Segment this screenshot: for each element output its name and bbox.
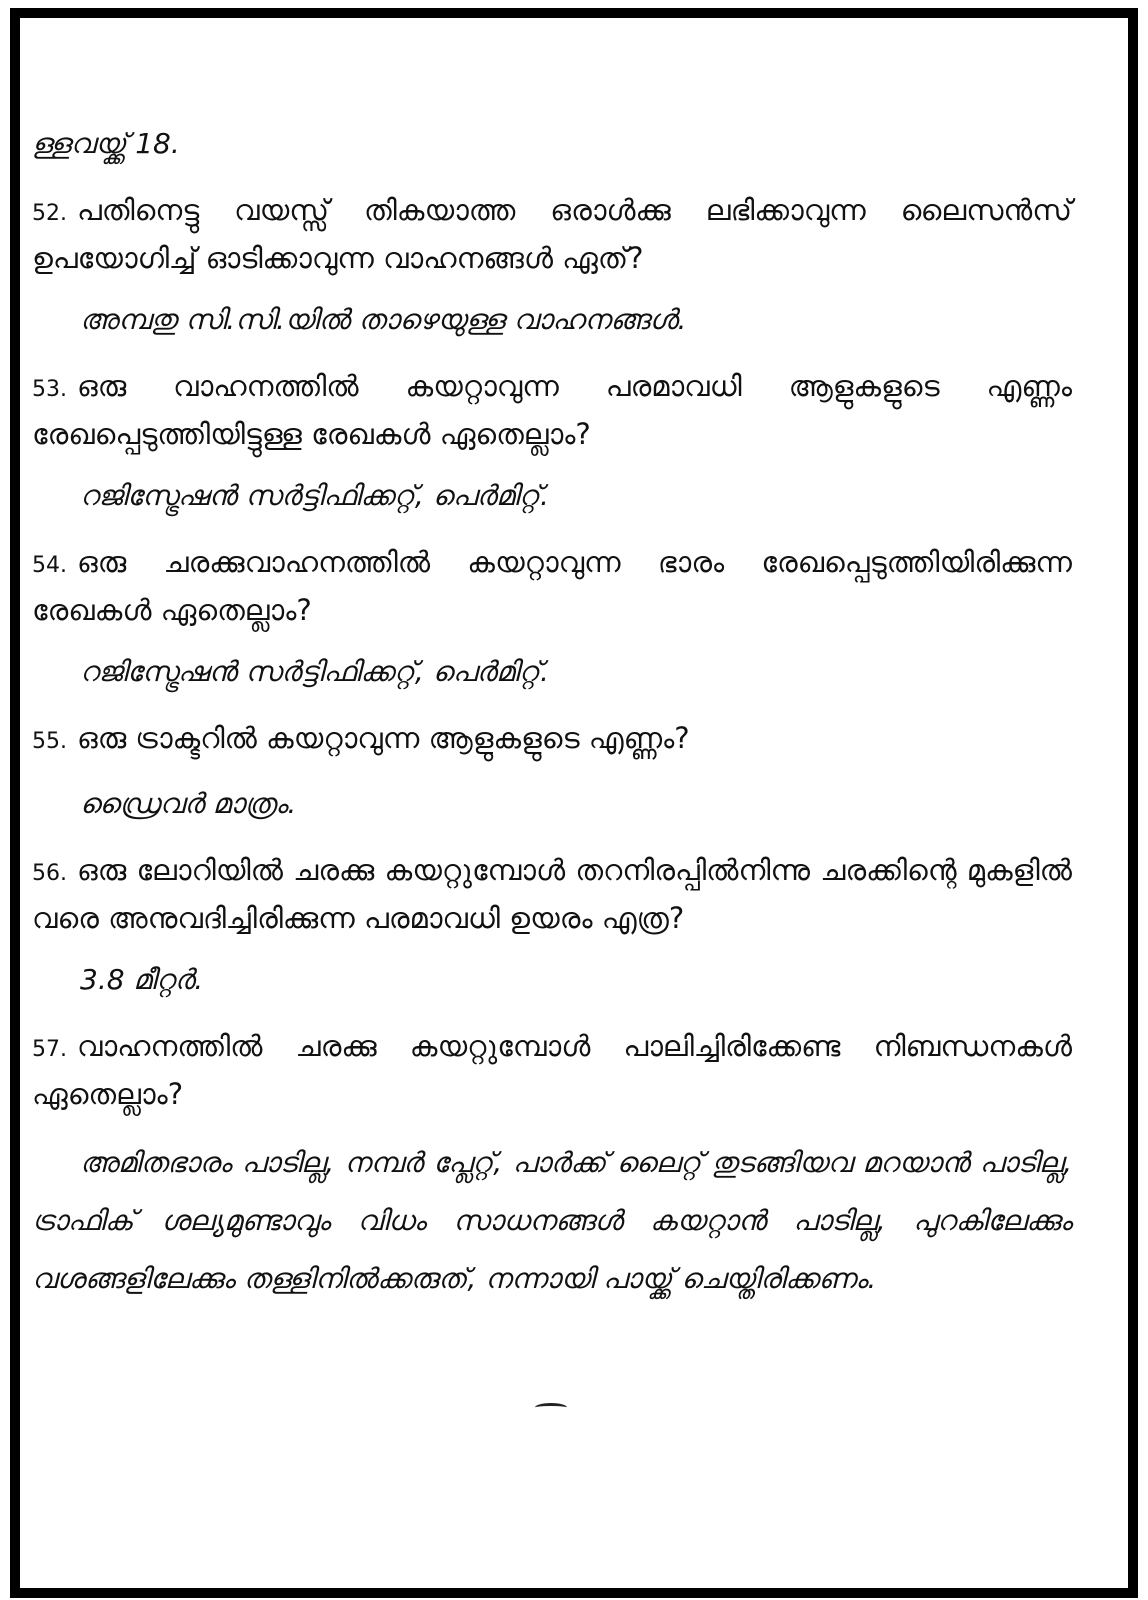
question-number: 57. (32, 1037, 67, 1062)
qa-item-55 (32, 716, 1072, 764)
answer-52: അമ്പതു സി.സി.യിൽ താഴെയുള്ള വാഹനങ്ങൾ. (80, 303, 687, 336)
page-mark (535, 1403, 567, 1412)
question-number: 55. (32, 729, 67, 754)
answer-54: റജിസ്ട്രേഷൻ സർട്ടിഫിക്കറ്റ്, പെർമിറ്റ്. (80, 655, 549, 688)
question-text: പതിനെട്ടു വയസ്സ് തികയാത്ത ഒരാൾക്കു ലഭിക്കാവുന്ന ലൈസൻസ് ഉപയോഗിച്ച് ഓടിക്കാവുന്ന വാഹനങ്ങൾ ഏത്? (32, 193, 1072, 275)
document-page (32, 122, 1072, 1308)
qa-item-53 (32, 364, 1072, 456)
question-53 (32, 364, 1072, 456)
question-text: വാഹനത്തിൽ ചരക്കു കയറ്റുമ്പോൾ പാലിച്ചിരിക്കേണ്ട നിബന്ധനകൾ ഏതെല്ലാം? (32, 1029, 1072, 1111)
answer-56: 3.8 മീറ്റർ. (80, 963, 204, 996)
answer-55: ഡ്രൈവർ മാത്രം. (80, 787, 297, 820)
question-number: 56. (32, 861, 67, 886)
qa-item-52 (32, 188, 1072, 280)
answer-53: റജിസ്ട്രേഷൻ സർട്ടിഫിക്കറ്റ്, പെർമിറ്റ്. (80, 479, 549, 512)
previous-answer-fragment: ള്ളവയ്ക്ക് 18. (32, 127, 180, 160)
question-number: 53. (32, 377, 67, 402)
question-text: ഒരു ചരക്കുവാഹനത്തിൽ കയറ്റാവുന്ന ഭാരം രേഖപ്പെടുത്തിയിരിക്കുന്ന രേഖകൾ ഏതെല്ലാം? (32, 545, 1072, 627)
qa-item-54 (32, 540, 1072, 632)
answer-57: അമിതഭാരം പാടില്ല, നമ്പർ പ്ലേറ്റ്, പാർക്ക് ലൈറ്റ് തുടങ്ങിയവ മറയാൻ പാടില്ല, ട്രാഫിക് ശല്യമുണ്ടാവും വിധം സാധനങ്ങൾ കയറ്റാൻ പാടില്ല, പുറകിലേക്കും വശങ്ങളിലേക്കും തള്ളിനിൽക്കരുത്, നന്നായി പായ്ക്ക് ചെയ്തിരിക്കണം. (32, 1146, 1072, 1295)
question-text: ഒരു ലോറിയിൽ ചരക്കു കയറ്റുമ്പോൾ തറനിരപ്പിൽനിന്നു ചരക്കിന്റെ മുകളിൽ വരെ അനുവദിച്ചിരിക്കുന്ന പരമാവധി ഉയരം എത്ര? (32, 853, 1072, 935)
question-number: 52. (32, 201, 67, 226)
question-52 (32, 188, 1072, 280)
question-56 (32, 848, 1072, 940)
qa-item-56 (32, 848, 1072, 940)
question-text: ഒരു വാഹനത്തിൽ കയറ്റാവുന്ന പരമാവധി ആളുകളുടെ എണ്ണം രേഖപ്പെടുത്തിയിട്ടുള്ള രേഖകൾ ഏതെല്ലാം? (32, 369, 1072, 451)
qa-item-57 (32, 1024, 1072, 1116)
question-55 (32, 716, 1072, 764)
question-57 (32, 1024, 1072, 1116)
question-text: ഒരു ട്രാക്ടറിൽ കയറ്റാവുന്ന ആളുകളുടെ എണ്ണം? (77, 721, 690, 755)
question-54 (32, 540, 1072, 632)
question-number: 54. (32, 553, 67, 578)
